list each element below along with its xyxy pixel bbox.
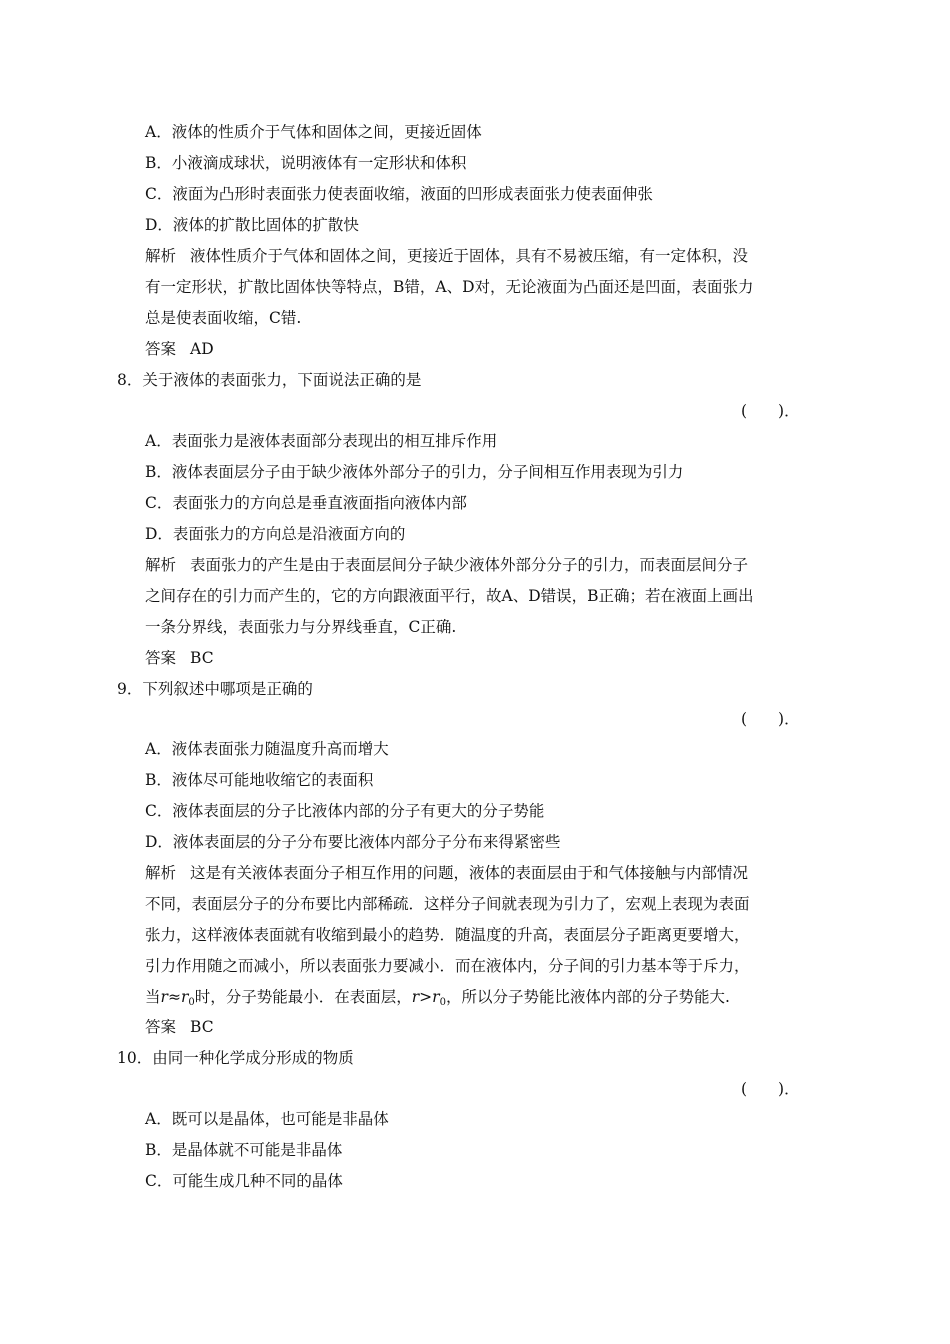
symbol-approx: ≈ (167, 988, 181, 1006)
q7-explanation-text: 液体性质介于气体和固体之间，更接近于固体，具有不易被压缩，有一定体积，没 (190, 247, 749, 265)
q8-explanation-line-3: 一条分界线，表面张力与分界线垂直，C正确. (145, 618, 457, 636)
q8-explanation-line-2: 之间存在的引力而产生的，它的方向跟液面平行，故A、D错误，B正确；若在液面上画出 (145, 587, 754, 605)
q8-explanation-text: 表面张力的产生是由于表面层间分子缺少液体外部分分子的引力，而表面层间分子 (190, 556, 749, 574)
text-fragment: ，所以分子势能比液体内部的分子势能大. (445, 988, 730, 1006)
symbol-r0: r (432, 988, 440, 1006)
q7-explanation-line-1 (145, 246, 748, 266)
q9-option-a: A．液体表面张力随温度升高而增大 (145, 740, 389, 758)
q7-explanation-label: 解析 (145, 247, 177, 265)
text-fragment: 时，分子势能最小．在表面层， (194, 988, 412, 1006)
q9-explanation-line-3: 张力，这样液体表面就有收缩到最小的趋势．随温度的升高，表面层分子距离更要增大， (145, 926, 750, 944)
q9-answer-label: 答案 (145, 1018, 177, 1036)
q7-option-b: B．小液滴成球状，说明液体有一定形状和体积 (145, 154, 467, 172)
q8-answer-paren: ( )． (741, 402, 800, 420)
q9-explanation-text: 这是有关液体表面分子相互作用的问题，液体的表面层由于和气体接触与内部情况 (190, 864, 749, 882)
symbol-r0: r (180, 988, 189, 1006)
symbol-r: r (411, 988, 420, 1006)
q8-answer (145, 648, 214, 668)
q9-explanation-line-4: 引力作用随之而减小，所以表面张力要减小．而在液体内，分子间的引力基本等于斥力， (145, 957, 750, 975)
q8-option-d: D．表面张力的方向总是沿液面方向的 (145, 525, 406, 543)
q8-stem: 8．关于液体的表面张力，下面说法正确的是 (117, 371, 422, 389)
q7-option-a: A．液体的性质介于气体和固体之间，更接近固体 (145, 123, 482, 141)
q7-answer-label: 答案 (145, 340, 177, 358)
q8-explanation-line-1 (145, 555, 748, 575)
q9-explanation-line-2: 不同，表面层分子的分布要比内部稀疏．这样分子间就表现为引力了，宏观上表现为表面 (145, 895, 750, 913)
q8-option-a: A．表面张力是液体表面部分表现出的相互排斥作用 (145, 432, 498, 450)
q8-option-c: C．表面张力的方向总是垂直液面指向液体内部 (145, 494, 467, 512)
q9-option-d: D．液体表面层的分子分布要比液体内部分子分布来得紧密些 (145, 833, 561, 851)
symbol-gt: > (419, 988, 433, 1006)
q9-explanation-line-1 (145, 863, 748, 883)
q9-explanation-label: 解析 (145, 864, 177, 882)
q7-answer-value: AD (190, 340, 214, 358)
q9-answer-paren: ( )． (741, 710, 800, 728)
q10-option-a: A．既可以是晶体，也可能是非晶体 (145, 1110, 389, 1128)
q9-answer-value: BC (190, 1018, 214, 1036)
q7-answer (145, 339, 214, 359)
q10-option-b: B．是晶体就不可能是非晶体 (145, 1141, 343, 1159)
subscript-0: 0 (439, 997, 446, 1008)
q8-option-b: B．液体表面层分子由于缺少液体外部分子的引力，分子间相互作用表现为引力 (145, 463, 684, 481)
q7-option-d: D．液体的扩散比固体的扩散快 (145, 216, 359, 234)
q8-answer-label: 答案 (145, 649, 177, 667)
subscript-0: 0 (188, 997, 195, 1008)
q9-explanation-line-5 (145, 987, 730, 1013)
text-fragment: 当 (145, 988, 161, 1006)
q9-option-c: C．液体表面层的分子比液体内部的分子有更大的分子势能 (145, 802, 545, 820)
q8-answer-value: BC (190, 649, 214, 667)
q9-answer (145, 1017, 214, 1037)
q10-option-c: C．可能生成几种不同的晶体 (145, 1172, 343, 1190)
q9-option-b: B．液体尽可能地收缩它的表面积 (145, 771, 374, 789)
q7-option-c: C．液面为凸形时表面张力使表面收缩，液面的凹形成表面张力使表面伸张 (145, 185, 653, 203)
q7-explanation-line-2: 有一定形状，扩散比固体快等特点，B错，A、D对，无论液面为凸面还是凹面，表面张力 (145, 278, 754, 296)
symbol-r: r (160, 988, 168, 1006)
q9-stem: 9．下列叙述中哪项是正确的 (117, 680, 313, 698)
q8-explanation-label: 解析 (145, 556, 177, 574)
q7-explanation-line-3: 总是使表面收缩，C错. (145, 309, 302, 327)
q10-stem: 10．由同一种化学成分形成的物质 (117, 1049, 354, 1067)
q10-answer-paren: ( )． (741, 1080, 800, 1098)
